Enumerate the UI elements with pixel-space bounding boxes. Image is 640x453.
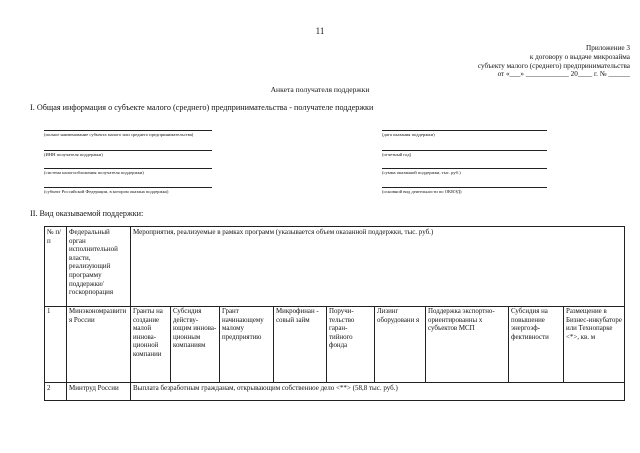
appendix-block: [390, 44, 630, 79]
row1-cell: Поручи- тельство гаран- тийного фонда: [327, 307, 375, 383]
row2-num: 2: [45, 383, 67, 401]
row1-cell: Субсидия действу- ющим иннова- ционным компаниям: [171, 307, 220, 383]
page-number: 11: [315, 26, 325, 36]
section2-heading: II. Вид оказываемой поддержки:: [30, 209, 144, 218]
field-inn[interactable]: (ИНН получателя поддержки): [44, 150, 212, 158]
field-full-name[interactable]: (полное наименование субъекта малого или среднего предпринимательства): [44, 130, 212, 138]
row1-cell: Размещение в Бизнес-инкубаторе или Технопарке <*>, кв. м: [564, 307, 625, 383]
header-num: № п/п: [45, 227, 67, 307]
section1-heading: I. Общая информация о субъекте малого (среднего) предпринимательства - получателе поддержки: [30, 103, 374, 112]
row1-cell: Поддержка экспортно- ориентированны х субъектов МСП: [426, 307, 509, 383]
header-measures: Мероприятия, реализуемые в рамках программ (указывается объем оказанной поддержки, тыс. руб.): [131, 227, 625, 307]
field-report-year[interactable]: (отчетный год): [382, 150, 547, 158]
row1-cell: Субсидия на повышение энергоэф- фективности: [509, 307, 564, 383]
table-row: [45, 307, 625, 383]
form-title: Анкета получателя поддержки: [270, 85, 370, 94]
row1-cell: Микрофинан - совый займ: [274, 307, 327, 383]
field-support-date[interactable]: (дата оказания поддержки): [382, 130, 547, 138]
row1-num: 1: [45, 307, 67, 383]
field-region[interactable]: (субъект Российской Федерации, в котором оказана поддержка): [44, 187, 212, 195]
field-tax-system[interactable]: (система налогообложения получателя поддержки): [44, 168, 212, 176]
row1-cell: Гранты на создание малой иннова- ционной компании: [131, 307, 171, 383]
field-support-amount[interactable]: (сумма оказанной поддержки, тыс. руб.): [382, 168, 547, 176]
row1-cell: Лизинг оборудовани я: [375, 307, 426, 383]
field-okved[interactable]: (основной вид деятельности по ОКВЭД): [382, 187, 547, 195]
row1-cell: Грант начинающему малому предприятию: [220, 307, 274, 383]
header-organ: Федеральный орган исполнительной власти, реализующий программу поддержки/ госкорпорация: [67, 227, 131, 307]
appendix-line: к договору о выдаче микрозайма: [529, 52, 630, 61]
appendix-line: Приложение 3: [586, 44, 630, 52]
table-header-row: [45, 227, 625, 307]
appendix-line: от «___» ____________ 20____ г. № ______: [497, 70, 630, 79]
row1-organ: Минэкономразвития России: [67, 307, 131, 383]
table-row: [45, 383, 625, 401]
row2-text: Выплата безработным гражданам, открывающим собственное дело <**> (58,8 тыс. руб.): [131, 383, 625, 401]
appendix-line: субъекту малого (среднего) предпринимательства: [477, 61, 630, 70]
row2-organ: Минтруд России: [67, 383, 131, 401]
support-table: [44, 226, 625, 401]
